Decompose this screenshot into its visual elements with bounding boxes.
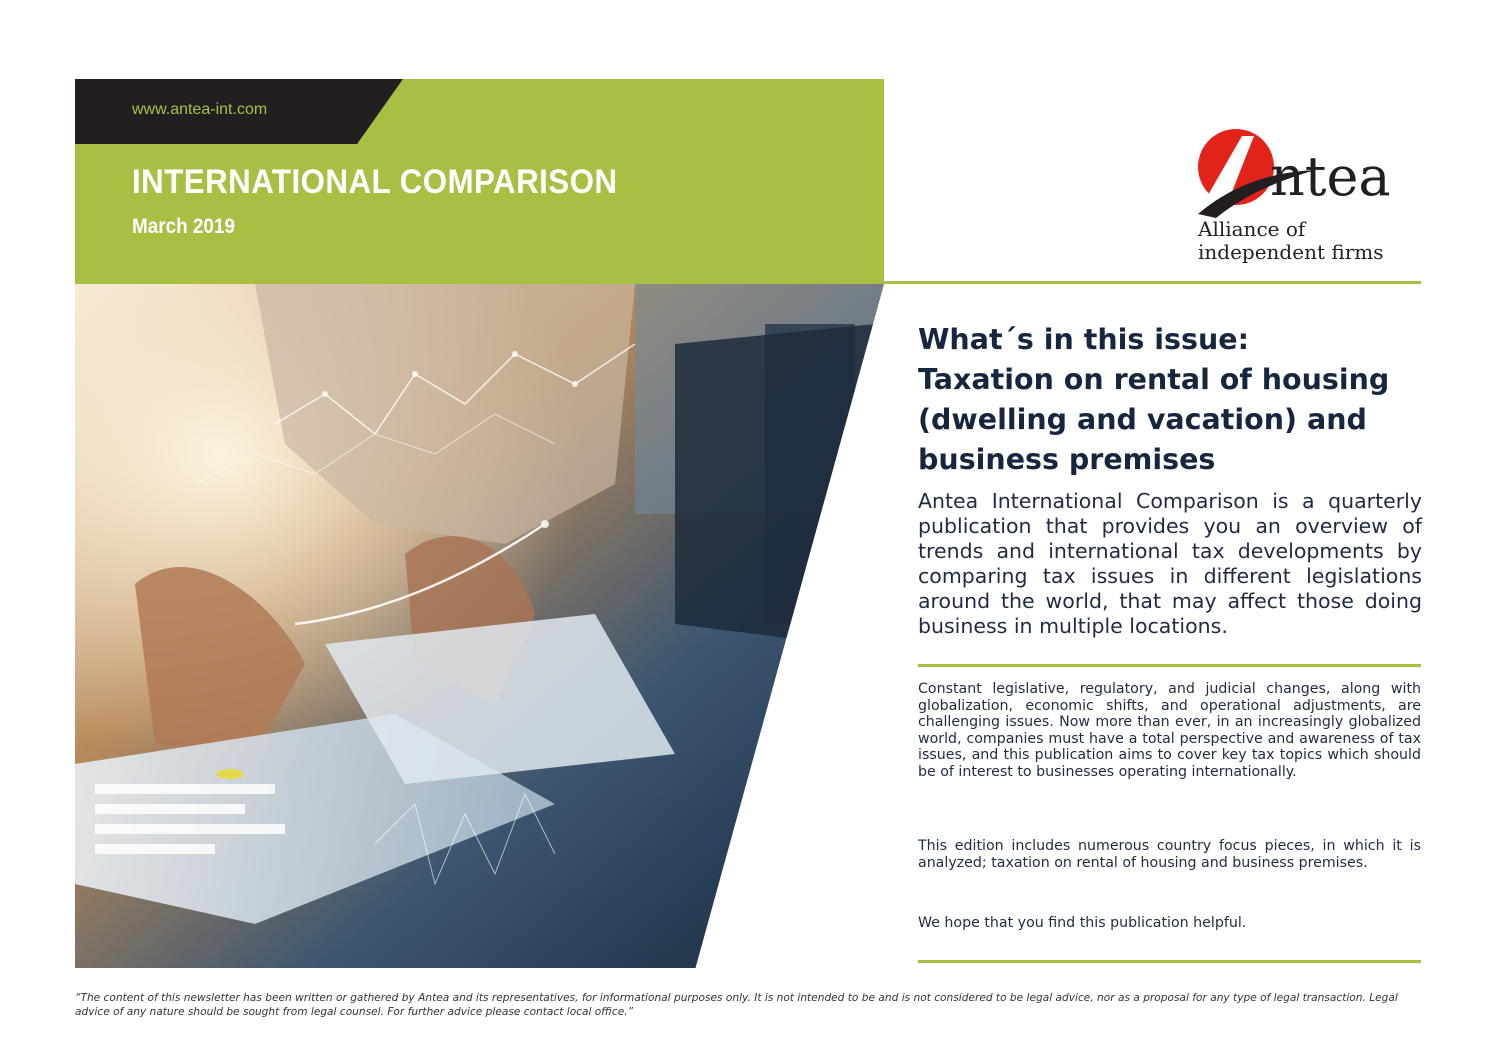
issue-heading-line4: business premises (918, 443, 1216, 476)
issue-heading (918, 320, 1428, 480)
publication-title: INTERNATIONAL COMPARISON (132, 163, 618, 201)
publication-date: March 2019 (132, 215, 235, 238)
cover-photo (75, 284, 884, 968)
divider-bottom (918, 960, 1421, 963)
logo-wordmark: ntea (1270, 145, 1391, 208)
issue-heading-line2: Taxation on rental of housing (918, 363, 1390, 396)
logo-tagline-line2: independent firms (1198, 240, 1384, 264)
divider-top (884, 281, 1421, 284)
divider-middle (918, 664, 1421, 667)
legal-disclaimer: “The content of this newsletter has been written or gathered by Antea and its representatives, for informational purposes only. It is not intended to be and is not considered to be legal advice, nor as a proposal for any type of legal transaction. Legal advice of any nature should be sought from legal counsel. For further advice please contact local office.” (75, 992, 1398, 1018)
logo-tagline (1198, 218, 1383, 264)
body-paragraph-3: We hope that you find this publication helpful. (918, 915, 1247, 931)
intro-paragraph: Antea International Comparison is a quarterly publication that provides you an overview of trends and international tax developments by comparing tax issues in different legislations around the world, that may affect those doing business in multiple locations. (918, 489, 1422, 638)
body-paragraph-2: This edition includes numerous country focus pieces, in which it is analyzed; taxation on rental of housing and business premises. (918, 838, 1421, 871)
issue-heading-line3: (dwelling and vacation) and (918, 403, 1367, 436)
logo-tagline-line1: Alliance of (1198, 217, 1306, 241)
issue-heading-line1: What´s in this issue: (918, 323, 1249, 356)
body-paragraph-1: Constant legislative, regulatory, and judicial changes, along with globalization, economic shifts, and operational adjustments, are challenging issues. Now more than ever, in an increasingly globalized world, companies must have a total perspective and awareness of tax issues, and this publication aims to cover key tax topics which should be of interest to businesses operating internationally. (918, 681, 1421, 780)
website-url[interactable]: www.antea-int.com (132, 101, 268, 118)
